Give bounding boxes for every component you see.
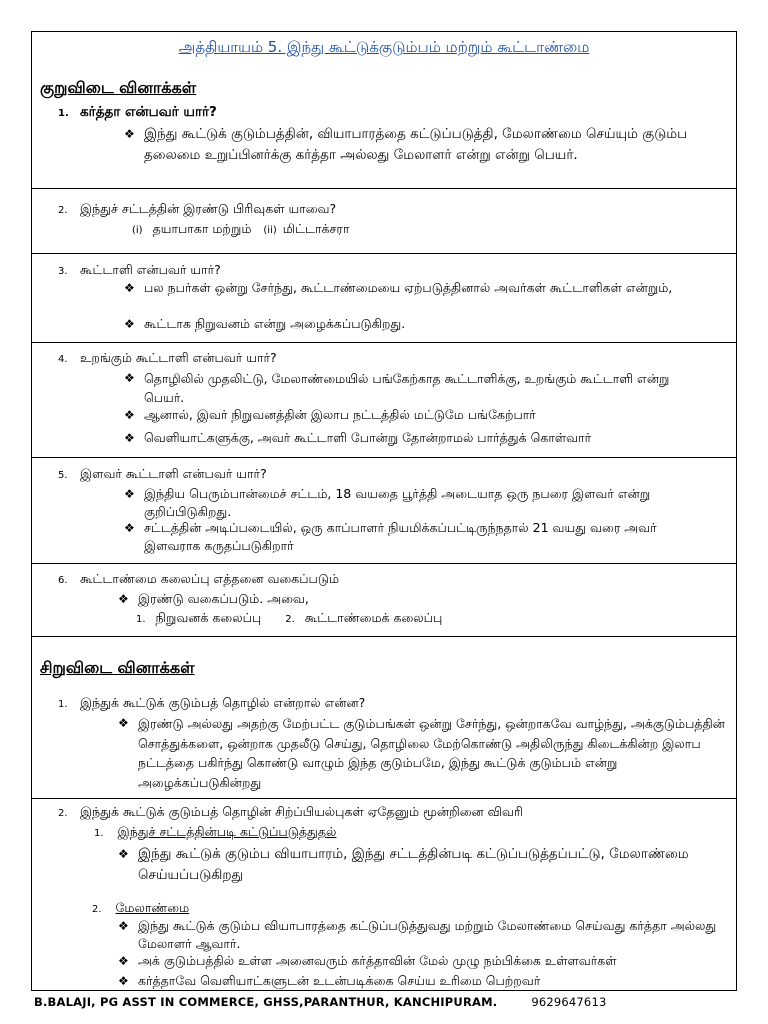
footer-phone: 9629647613	[531, 995, 607, 1009]
answer-1: ❖ இந்து கூட்டுக் குடும்பத்தின், வியாபாரத்தை கட்டுப்படுத்தி, மேலாண்மை செய்யும் குடும்ப தலைமை உறுப்பினர்க்கு கர்த்தா அல்லது மேலாளர் என்று என்று பெயர்.	[124, 126, 688, 163]
divider	[32, 636, 736, 637]
question-6: 6. கூட்டாண்மை கலைப்பு எத்தனை வகைப்படும்	[58, 571, 340, 586]
footer	[34, 995, 606, 1009]
answer-4-point-1: ❖ தொழிலில் முதலிட்டு, மேலாண்மையில் பங்கேற்காத கூட்டாளிக்கு, உறங்கும் கூட்டாளி என்று பெயர்.	[124, 371, 670, 405]
small-answer-1: ❖ இரண்டு அல்லது அதற்கு மேற்பட்ட குடும்பங்கள் ஒன்று சேர்ந்து, ஒன்றாகவே வாழ்ந்து, அக்குடும்பத்தின் சொத்துக்களை, ஒன்றாக முதலீடு செய்து, தொழிலை மேற்கொண்டு அதிலிருந்து கிடைக்கின்ற இலாப நட்டத்தை பகிர்ந்து கொண்டு வாழும் இந்த குடும்பமே, இந்து கூட்டுக் குடும்பம் என்று அழைக்கப்படுகின்றது	[118, 716, 725, 790]
divider	[32, 798, 736, 799]
point-2-answer-3: ❖ கர்த்தாவே வெளியாட்களுடன் உடன்படிக்கை செய்ய உரிமை பெற்றவர்	[118, 973, 541, 988]
answer-3-point-1: ❖ பல நபர்கள் ஒன்று சேர்ந்து, கூட்டாண்மையை ஏற்படுத்தினால் அவர்கள் கூட்டாளிகள் என்றும்,	[124, 280, 673, 295]
bullet-icon: ❖	[118, 847, 129, 861]
answer-2: (i) தயாபாகா மற்றும் (ii) மிட்டாக்சரா	[132, 221, 350, 236]
bullet-icon: ❖	[124, 281, 135, 295]
question-4: 4. உறங்கும் கூட்டாளி என்பவர் யார்?	[58, 350, 277, 365]
bullet-icon: ❖	[124, 521, 135, 535]
point-2-answer-2: ❖ அக் குடும்பத்தில் உள்ள அனைவரும் கர்த்தாவின் மேல் முழு நம்பிக்கை உள்ளவர்கள்	[118, 953, 617, 968]
point-2-title: 2. மேலாண்மை	[92, 900, 190, 915]
short-answer-heading: குறுவிடை வினாக்கள்	[40, 78, 197, 97]
answer-6-point-1: ❖ இரண்டு வகைப்படும். அவை,	[118, 591, 309, 606]
question-1: 1. கர்த்தா என்பவர் யார்?	[58, 104, 217, 120]
bullet-icon: ❖	[124, 371, 135, 385]
point-2-answer-1: ❖ இந்து கூட்டுக் குடும்ப வியாபாரத்தை கட்டுப்படுத்துவது மற்றும் மேலாண்மை செய்வது கர்த்தா அல்லது மேலாளர் ஆவார்.	[118, 918, 717, 951]
bullet-icon: ❖	[118, 716, 129, 730]
bullet-icon: ❖	[124, 127, 135, 141]
answer-6-types: 1. நிறுவனக் கலைப்பு 2. கூட்டாண்மைக் கலைப்பு	[136, 610, 443, 625]
small-question-2: 2. இந்துக் கூட்டுக் குடும்பத் தொழின் சிற்ப்பியல்புகள் ஏதேனும் மூன்றினை விவரி	[58, 804, 523, 819]
divider	[32, 188, 736, 189]
question-3: 3. கூட்டாளி என்பவர் யார்?	[58, 262, 221, 277]
divider	[32, 563, 736, 564]
bullet-icon: ❖	[118, 919, 129, 933]
answer-4-point-2: ❖ ஆனால், இவர் நிறுவனத்தின் இலாப நட்டத்தில் மட்டுமே பங்கேற்பார்	[124, 407, 536, 422]
bullet-icon: ❖	[118, 974, 129, 988]
bullet-icon: ❖	[124, 317, 135, 331]
chapter-title: அத்தியாயம் 5. இந்து கூட்டுக்குடும்பம் மற்றும் கூட்டாண்மை	[178, 38, 590, 56]
bullet-icon: ❖	[124, 487, 135, 501]
small-question-1: 1. இந்துக் கூட்டுக் குடும்பத் தொழில் என்றால் என்ன?	[58, 695, 366, 710]
question-5: 5. இளவர் கூட்டாளி என்பவர் யார்?	[58, 466, 267, 481]
small-answer-heading: சிறுவிடை வினாக்கள்	[40, 658, 195, 677]
bullet-icon: ❖	[118, 592, 129, 606]
point-1-answer: ❖ இந்து கூட்டுக் குடும்ப வியாபாரம், இந்து சட்டத்தின்படி கட்டுப்படுத்தப்பட்டு, மேலாண்மை செய்யப்படுகிறது	[118, 846, 689, 883]
bullet-icon: ❖	[124, 408, 135, 422]
divider	[32, 457, 736, 458]
answer-3-point-2: ❖ கூட்டாக நிறுவனம் என்று அழைக்கப்படுகிறது.	[124, 316, 406, 331]
answer-5-point-1: ❖ இந்திய பெரும்பான்மைச் சட்டம், 18 வயதை பூர்த்தி அடையாத ஒரு நபரை இளவர் என்று குறிப்பிடுகிறது.	[124, 486, 651, 519]
footer-author: B.BALAJI, PG ASST IN COMMERCE, GHSS,PARANTHUR, KANCHIPURAM.	[34, 995, 498, 1009]
answer-4-point-3: ❖ வெளியாட்களுக்கு, அவர் கூட்டாளி போன்று தோன்றாமல் பார்த்துக் கொள்வார்	[124, 430, 592, 445]
answer-5-point-2: ❖ சட்டத்தின் அடிப்படையில், ஒரு காப்பாளர் நியமிக்கப்பட்டிருந்நதால் 21 வயது வரை அவர் இளவராக கருதப்படுகிறார்	[124, 520, 657, 553]
divider	[32, 253, 736, 254]
question-2: 2. இந்துச் சட்டத்தின் இரண்டு பிரிவுகள் யாவை?	[58, 201, 337, 216]
point-1-title: 1. இந்துச் சட்டத்தின்படி கட்டுப்படுத்துதல்	[94, 824, 337, 839]
bullet-icon: ❖	[124, 431, 135, 445]
bullet-icon: ❖	[118, 954, 129, 968]
divider	[32, 342, 736, 343]
document-frame	[31, 31, 737, 991]
